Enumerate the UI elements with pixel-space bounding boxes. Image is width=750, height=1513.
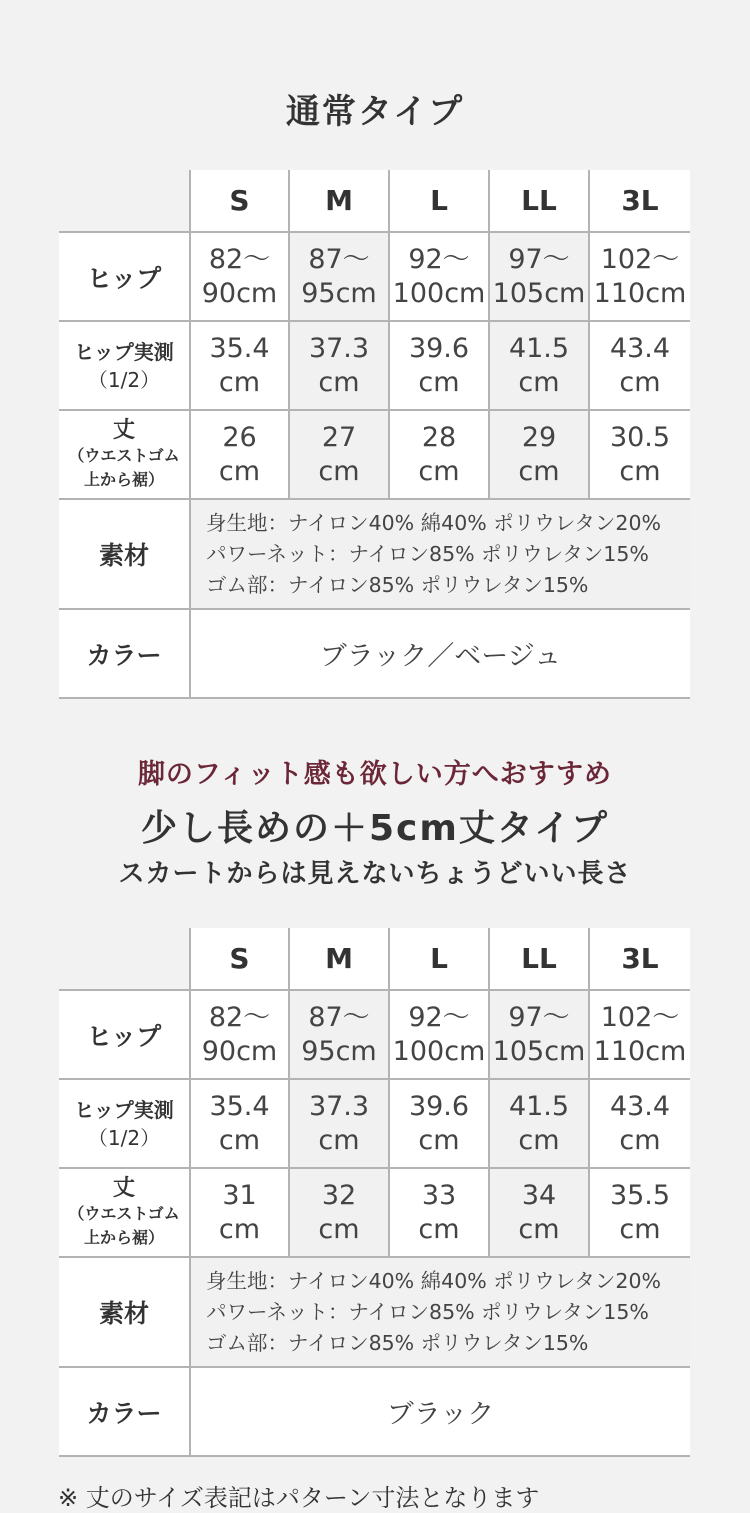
section2-subtitle: スカートからは見えないちょうどいい長さ xyxy=(118,859,632,889)
hip-measured-row xyxy=(59,1079,690,1168)
section1-title: 通常タイプ xyxy=(285,92,465,132)
material-detail xyxy=(190,1257,690,1367)
hip-measured-row xyxy=(59,321,690,410)
size-note: ※ 丈のサイズ表記はパターン寸法となります xyxy=(58,1484,540,1512)
table-corner xyxy=(59,170,190,232)
color-value: ブラック xyxy=(190,1367,690,1456)
table-corner xyxy=(59,928,190,990)
length-value-m: 32 cm xyxy=(289,1168,389,1257)
hip-measured-value-s: 35.4 cm xyxy=(190,321,289,410)
material-line-rubber: ゴム部：ナイロン85% ポリウレタン15% xyxy=(206,572,589,597)
hip-measured-value-3l: 43.4 cm xyxy=(589,321,690,410)
color-row xyxy=(59,609,690,698)
hip-value-m: 87〜 95cm xyxy=(289,232,389,321)
color-row xyxy=(59,1367,690,1456)
hip-value-3l: 102〜 110cm xyxy=(589,232,690,321)
material-line-body: 身生地：ナイロン40% 綿40% ポリウレタン20% xyxy=(206,1268,661,1293)
hip-measured-value-l: 39.6 cm xyxy=(389,1079,489,1168)
material-line-powernet: パワーネット：ナイロン85% ポリウレタン15% xyxy=(206,541,649,566)
size-header-l: L xyxy=(389,170,489,232)
length-value-3l: 35.5 cm xyxy=(589,1168,690,1257)
hip-row-label: ヒップ xyxy=(59,232,190,321)
length-value-m: 27 cm xyxy=(289,410,389,499)
size-table-long xyxy=(59,928,690,1457)
section2-title: 少し長めの＋5cm丈タイプ xyxy=(140,808,610,849)
material-row xyxy=(59,499,690,609)
size-header-row xyxy=(59,928,690,990)
hip-measured-value-m: 37.3 cm xyxy=(289,1079,389,1168)
color-row-label: カラー xyxy=(59,1367,190,1456)
hip-measured-value-ll: 41.5 cm xyxy=(489,1079,589,1168)
hip-value-ll: 97〜 105cm xyxy=(489,232,589,321)
material-row xyxy=(59,1257,690,1367)
color-value: ブラック／ベージュ xyxy=(190,609,690,698)
material-line-powernet: パワーネット：ナイロン85% ポリウレタン15% xyxy=(206,1299,649,1324)
hip-value-l: 92〜 100cm xyxy=(389,232,489,321)
size-header-ll: LL xyxy=(489,170,589,232)
hip-value-ll: 97〜 105cm xyxy=(489,990,589,1079)
hip-value-s: 82〜 90cm xyxy=(190,232,289,321)
material-detail xyxy=(190,499,690,609)
hip-measured-row-label: ヒップ実測 （1/2） xyxy=(59,1079,190,1168)
material-row-label: 素材 xyxy=(59,499,190,609)
hip-measured-row-label: ヒップ実測 （1/2） xyxy=(59,321,190,410)
material-row-label: 素材 xyxy=(59,1257,190,1367)
material-line-rubber: ゴム部：ナイロン85% ポリウレタン15% xyxy=(206,1330,589,1355)
hip-value-3l: 102〜 110cm xyxy=(589,990,690,1079)
material-line-body: 身生地：ナイロン40% 綿40% ポリウレタン20% xyxy=(206,510,661,535)
size-header-row xyxy=(59,170,690,232)
size-header-m: M xyxy=(289,928,389,990)
hip-measured-value-ll: 41.5 cm xyxy=(489,321,589,410)
size-header-ll: LL xyxy=(489,928,589,990)
length-value-l: 33 cm xyxy=(389,1168,489,1257)
length-value-s: 26 cm xyxy=(190,410,289,499)
hip-row xyxy=(59,232,690,321)
hip-value-m: 87〜 95cm xyxy=(289,990,389,1079)
size-table-standard xyxy=(59,170,690,699)
color-row-label: カラー xyxy=(59,609,190,698)
hip-measured-value-m: 37.3 cm xyxy=(289,321,389,410)
size-header-s: S xyxy=(190,170,289,232)
length-value-ll: 34 cm xyxy=(489,1168,589,1257)
size-header-s: S xyxy=(190,928,289,990)
hip-value-l: 92〜 100cm xyxy=(389,990,489,1079)
hip-measured-value-3l: 43.4 cm xyxy=(589,1079,690,1168)
length-row xyxy=(59,410,690,499)
size-header-3l: 3L xyxy=(589,170,690,232)
length-row-label: 丈 （ウエストゴム 上から裾） xyxy=(59,410,190,499)
length-value-l: 28 cm xyxy=(389,410,489,499)
hip-measured-value-s: 35.4 cm xyxy=(190,1079,289,1168)
size-header-l: L xyxy=(389,928,489,990)
hip-value-s: 82〜 90cm xyxy=(190,990,289,1079)
length-row-label: 丈 （ウエストゴム 上から裾） xyxy=(59,1168,190,1257)
recommendation-tagline: 脚のフィット感も欲しい方へおすすめ xyxy=(137,759,613,790)
length-row xyxy=(59,1168,690,1257)
hip-measured-value-l: 39.6 cm xyxy=(389,321,489,410)
length-value-s: 31 cm xyxy=(190,1168,289,1257)
hip-row xyxy=(59,990,690,1079)
length-value-ll: 29 cm xyxy=(489,410,589,499)
size-header-3l: 3L xyxy=(589,928,690,990)
hip-row-label: ヒップ xyxy=(59,990,190,1079)
length-value-3l: 30.5 cm xyxy=(589,410,690,499)
size-header-m: M xyxy=(289,170,389,232)
